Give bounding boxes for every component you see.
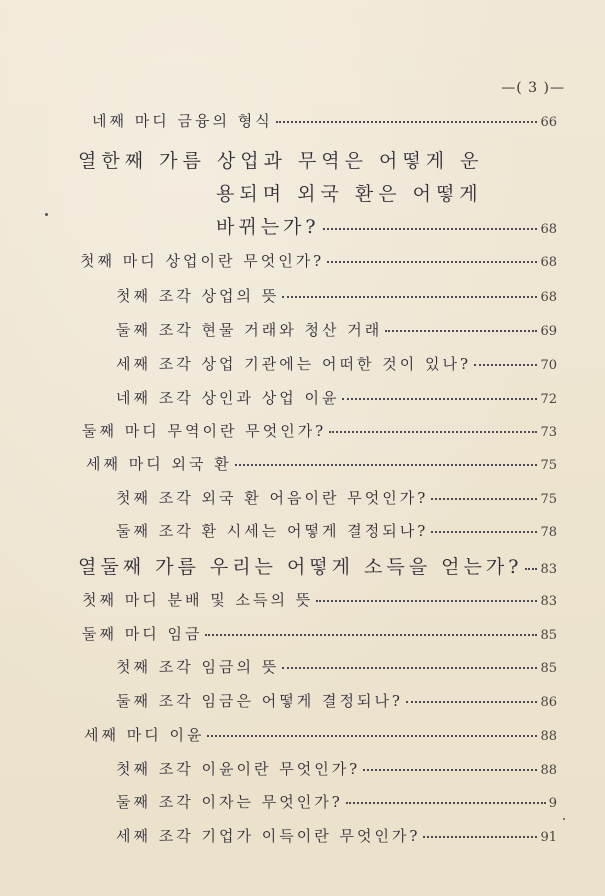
toc-entry-page: 83	[540, 562, 557, 577]
toc-entry-page: 69	[540, 324, 557, 339]
toc-entry	[116, 825, 557, 846]
dot-leader	[385, 330, 537, 332]
toc-entry-label: 세째 조각 기업가 이득이란 무엇인가?	[116, 827, 421, 845]
dot-leader	[431, 531, 537, 533]
dot-leader	[363, 769, 537, 771]
toc-entry-label: 둘째 마디 무역이란 무엇인가?	[82, 422, 327, 440]
toc-entry	[116, 319, 557, 340]
dot-leader	[423, 836, 537, 838]
toc-entry-label: 세째 조각 상업 기관에는 어떠한 것이 있나?	[116, 355, 471, 373]
toc-entry-label: 네째 조각 상인과 상업 이윤	[116, 389, 340, 407]
toc-entry	[116, 353, 557, 374]
toc-entry	[116, 690, 557, 711]
dot-leader	[323, 228, 538, 230]
dot-leader	[406, 701, 537, 703]
toc-chapter-title-end	[216, 212, 557, 239]
toc-entry	[84, 724, 557, 745]
toc-entry	[116, 387, 557, 408]
toc-entry-label: 첫째 조각 상업의 뜻	[116, 287, 280, 305]
toc-entry	[86, 453, 557, 474]
toc-entry-page: 72	[540, 392, 557, 407]
toc-entry-label: 첫째 조각 외국 환 어음이란 무엇인가?	[116, 489, 429, 507]
toc-entry-page: 70	[540, 358, 557, 373]
toc-entry	[116, 487, 557, 508]
page-number: —( 3 )—	[501, 80, 565, 96]
dot-leader	[525, 568, 537, 570]
dot-leader	[346, 802, 546, 804]
toc-entry	[116, 758, 557, 779]
dot-leader	[342, 398, 537, 400]
toc-entry-page: 88	[540, 763, 557, 778]
print-speck	[563, 818, 565, 820]
toc-entry-label: 첫째 조각 임금의 뜻	[116, 658, 280, 676]
dot-leader	[205, 634, 537, 636]
dot-leader	[207, 735, 537, 737]
toc-entry-page: 9	[548, 796, 557, 811]
toc-entry	[82, 623, 557, 644]
dot-leader	[431, 498, 537, 500]
toc-chapter-title	[78, 146, 484, 173]
toc-entry-label: 첫째 조각 이윤이란 무엇인가?	[116, 760, 361, 778]
toc-entry-label: 둘째 조각 이자는 무엇인가?	[116, 793, 343, 811]
dot-leader	[276, 121, 538, 123]
toc-entry-page: 75	[540, 492, 557, 507]
toc-entry	[92, 110, 557, 131]
toc-entry-label: 용되며 외국 환은 어떻게	[216, 183, 483, 205]
toc-entry	[82, 420, 557, 441]
toc-entry-label: 둘째 마디 임금	[82, 625, 203, 643]
toc-chapter-title-cont	[216, 179, 483, 206]
toc-entry-label: 열한째 가름 상업과 무역은 어떻게 운	[78, 150, 484, 172]
toc-entry-page: 83	[540, 594, 557, 609]
dot-leader	[327, 261, 537, 263]
toc-entry-page: 78	[540, 525, 557, 540]
toc-entry-page: 68	[540, 290, 557, 305]
toc-entry-page: 85	[540, 661, 557, 676]
toc-entry-label: 열둘째 가름 우리는 어떻게 소득을 얻는가?	[78, 556, 523, 578]
toc-entry-page: 73	[540, 425, 557, 440]
toc-entry	[116, 656, 557, 677]
dot-leader	[282, 296, 537, 298]
toc-entry-label: 세째 마디 이윤	[84, 726, 205, 744]
toc-entry	[116, 285, 557, 306]
toc-entry-label: 둘째 조각 현물 거래와 청산 거래	[116, 321, 383, 339]
toc-entry	[80, 250, 557, 271]
toc-entry	[116, 520, 557, 541]
dot-leader	[282, 667, 537, 669]
toc-entry-label: 바뀌는가?	[216, 216, 320, 238]
dot-leader	[316, 600, 537, 602]
toc-entry-page: 68	[540, 255, 557, 270]
toc-entry-page: 85	[540, 628, 557, 643]
toc-entry-label: 둘째 조각 환 시세는 어떻게 결정되나?	[116, 522, 429, 540]
toc-entry-label: 네째 마디 금융의 형식	[92, 112, 273, 130]
toc-entry-label: 세째 마디 외국 환	[86, 455, 232, 473]
dot-leader	[329, 431, 537, 433]
dot-leader	[474, 364, 537, 366]
toc-entry-page: 68	[540, 222, 557, 237]
toc-entry	[116, 791, 557, 812]
toc-entry	[82, 589, 557, 610]
toc-entry-page: 75	[540, 458, 557, 473]
toc-entry-page: 91	[540, 830, 557, 845]
toc-entry-label: 첫째 마디 상업이란 무엇인가?	[80, 252, 325, 270]
dot-leader	[235, 464, 538, 466]
toc-chapter-title	[78, 552, 557, 579]
print-speck	[45, 213, 48, 216]
toc-entry-page: 86	[540, 695, 557, 710]
toc-entry-label: 둘째 조각 임금은 어떻게 결정되나?	[116, 692, 403, 710]
toc-entry-page: 66	[540, 115, 557, 130]
toc-entry-label: 첫째 마디 분배 및 소득의 뜻	[82, 591, 314, 609]
toc-entry-page: 88	[540, 729, 557, 744]
